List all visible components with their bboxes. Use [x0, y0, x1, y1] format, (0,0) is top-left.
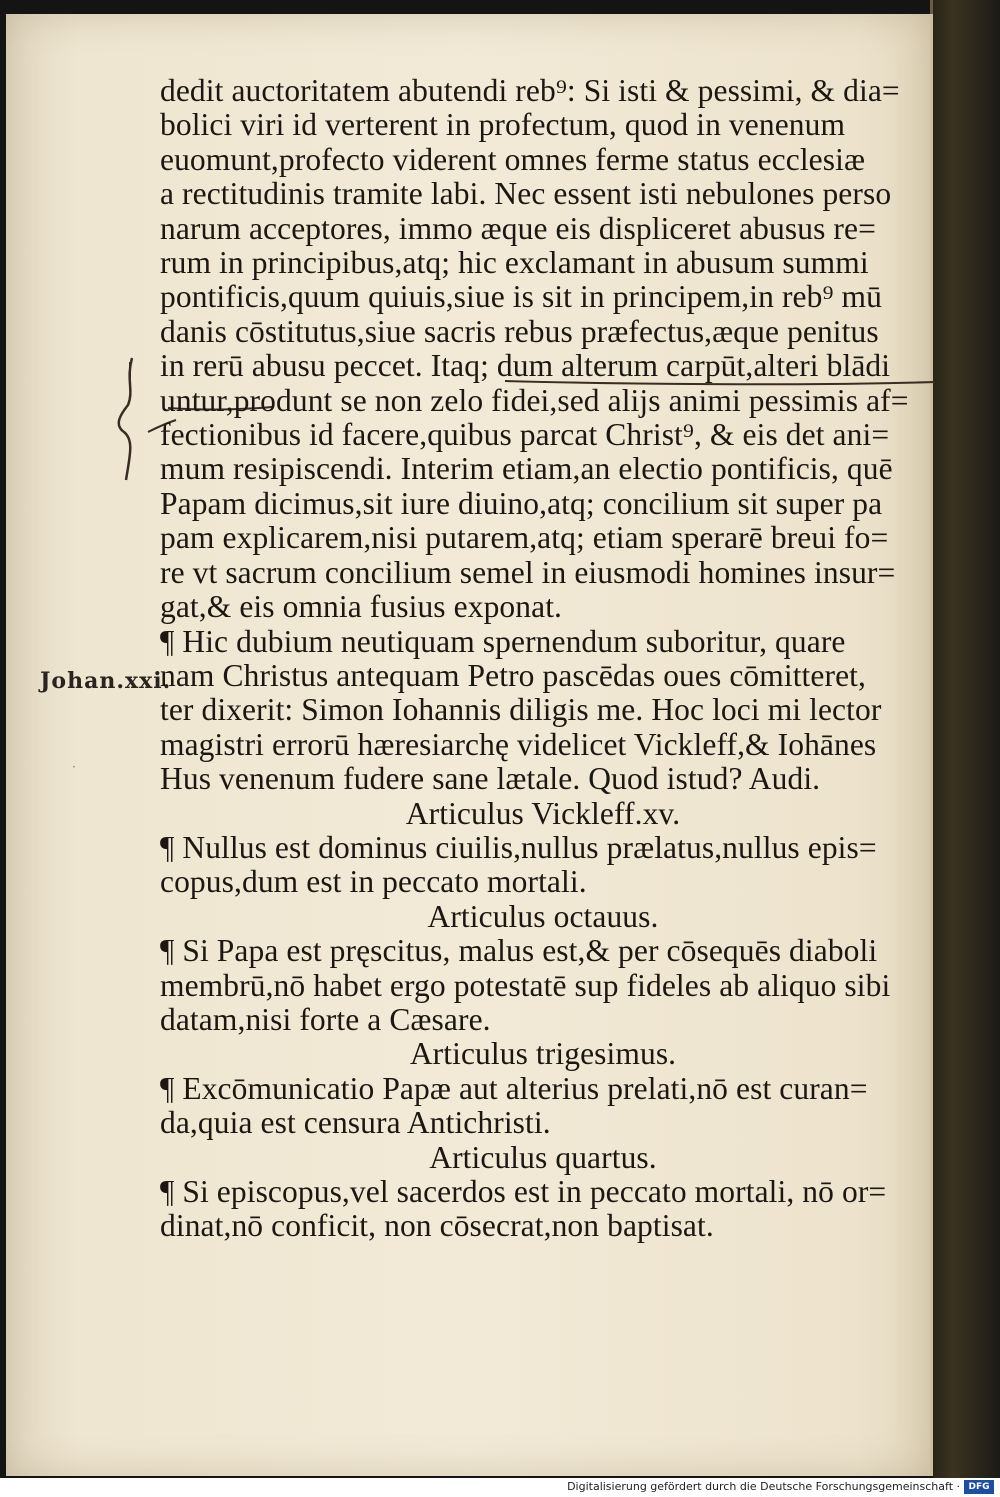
text-line: pam explicarem,nisi putarem,atq; etiam sperarē breui fo= — [160, 520, 889, 556]
body-text — [160, 74, 940, 1244]
text-line: rum in principibus,atq; hic exclamant in abusum summi — [160, 245, 869, 281]
text-line: ter dixerit: Simon Iohannis diligis me. Hoc loci mi lector — [160, 692, 882, 728]
text-line: ¶ Hic dubium neutiquam spernendum suboritur, quare — [160, 623, 846, 659]
text-line: fectionibus id facere,quibus parcat Christ⁹, & eis det ani= — [160, 417, 890, 453]
text-line: danis cōstitutus,siue sacris rebus præfectus,æque penitus — [160, 313, 879, 349]
text-line: nam Christus antequam Petro pascēdas oues cōmitteret, — [160, 657, 866, 693]
article-line: da,quia est censura Antichristi. — [160, 1105, 551, 1141]
text-line: bolici viri id verterent in profectum, quod in venenum — [160, 107, 846, 143]
footer-credit-text: Digitalisierung gefördert durch die Deutsche Forschungsgemeinschaft · — [567, 1480, 960, 1493]
dfg-logo: DFG — [964, 1480, 994, 1494]
article-line: membrū,nō habet ergo potestatē sup fideles ab aliquo sibi — [160, 967, 891, 1003]
text-line: pontificis,quum quiuis,siue is sit in principem,in reb⁹ mū — [160, 279, 882, 315]
margin-note-johan: Johan.xxi. — [40, 668, 172, 694]
text-line: euomunt,profecto viderent omnes ferme status ecclesiæ — [160, 141, 866, 177]
article-line: ¶ Excōmunicatio Papæ aut alterius prelati,nō est curan= — [160, 1070, 868, 1106]
text-line: Papam dicimus,sit iure diuino,atq; concilium sit super pa — [160, 485, 883, 521]
text-line: narum acceptores, immo æque eis displiceret abusus re= — [160, 210, 876, 246]
text-line: in rerū abusu peccet. Itaq; dum alterum carpūt,alteri blādi — [160, 348, 891, 384]
article-line: ¶ Si episcopus,vel sacerdos est in peccato mortali, nō or= — [160, 1174, 887, 1209]
article-line: dinat,nō conficit, non cōsecrat,non baptisat. — [160, 1208, 714, 1244]
article-heading: Articulus quartus. — [429, 1139, 657, 1175]
text-line: a rectitudinis tramite labi. Nec essent isti nebulones perso — [160, 176, 892, 212]
article-line: ¶ Nullus est dominus ciuilis,nullus prælatus,nullus epis= — [160, 829, 877, 865]
main-paragraph — [160, 74, 940, 797]
text-line: re vt sacrum concilium semel in eiusmodi homines insur= — [160, 554, 896, 590]
margin-bracket-mark — [100, 350, 160, 490]
article-line: ¶ Si Papa est pręscitus, malus est,& per cōsequēs diaboli — [160, 933, 878, 969]
article-heading: Articulus Vickleff.xv. — [405, 795, 681, 831]
book-binding-edge — [933, 0, 1000, 1497]
articles-section — [160, 797, 940, 1244]
text-line: mum resipiscendi. Interim etiam,an electio pontificis, quē — [160, 451, 893, 487]
text-line: gat,& eis omnia fusius exponat. — [160, 589, 563, 625]
article-line: copus,dum est in peccato mortali. — [160, 864, 587, 900]
margin-faint-mark: · — [72, 760, 77, 774]
text-line: magistri errorū hæresiarchę videlicet Vickleff,& Iohānes — [160, 726, 877, 762]
text-line: untur,produnt se non zelo fidei,sed alijs animi pessimis af= — [160, 382, 909, 418]
article-heading: Articulus trigesimus. — [409, 1036, 677, 1072]
text-line: Hus venenum fudere sane lætale. Quod istud? Audi. — [160, 761, 821, 797]
article-line: datam,nisi forte a Cæsare. — [160, 1001, 491, 1037]
article-heading: Articulus octauus. — [427, 898, 659, 934]
text-line: dedit auctoritatem abutendi reb⁹: Si isti & pessimi, & dia= — [160, 73, 900, 108]
